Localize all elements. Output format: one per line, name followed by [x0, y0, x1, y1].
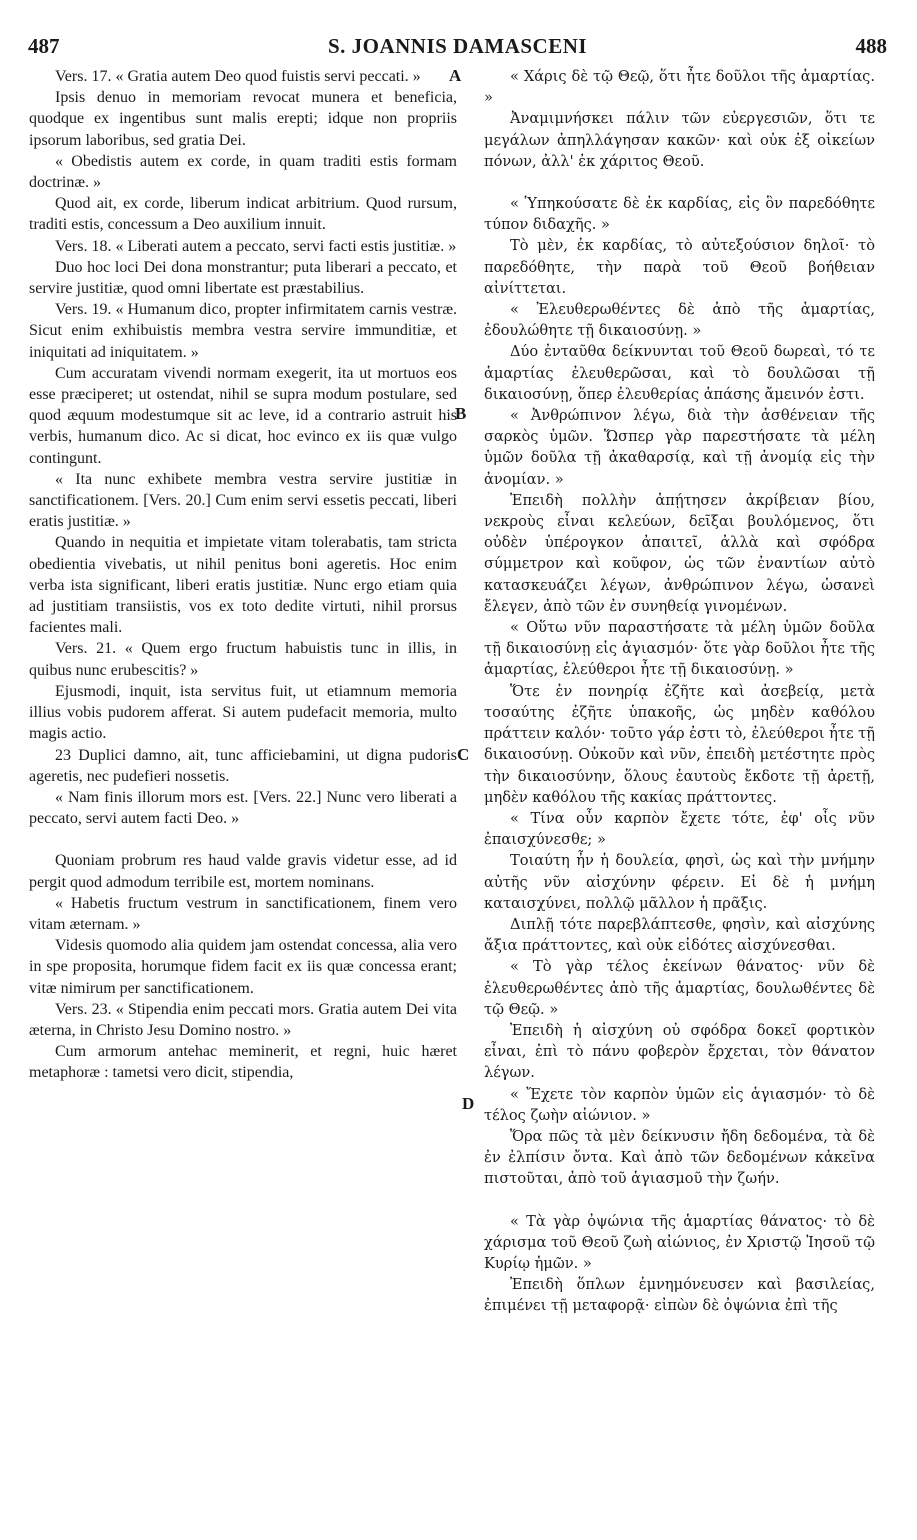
latin-quote: « Nam finis illorum mors est. [Vers. 22.] Nunc vero liberati a peccato, servi autem facti Deo. » — [29, 788, 457, 828]
latin-paragraph: Videsis quomodo alia quidem jam ostendat concessa, alia vero in spe proposita, horumque fidem facit ex iis quæ concessa erant; vitæ nimirum per sanctificationem. — [29, 937, 457, 997]
right-page-number: 488 — [855, 34, 887, 58]
greek-paragraph: Ὅρα πῶς τὰ μὲν δείκνυσιν ἤδη δεδομένα, τὰ δὲ ἐν ἐλπίσιν ὄντα. Καὶ ἀπὸ τῶν δεδομένων κἀκεῖνα πιστοῦται, ἀπὸ τοῦ ἁγιασμοῦ τὴν ζωήν. — [484, 1127, 875, 1188]
latin-verse-18: Vers. 18. « Liberati autem a peccato, servi facti estis justitiæ. » — [55, 237, 457, 255]
greek-paragraph: Ὅτε ἐν πονηρίᾳ ἐζῆτε καὶ ἀσεβείᾳ, μετὰ τοσαύτης ἐζῆτε ὑπακοῆς, ὡς μηδὲν καθόλου πράττειν καλόν· τοῦτο γάρ ἐστι τὸ, ἐλεύθεροι ἦτε τῇ δικαιοσύνῃ. Οὐκοῦν καὶ νῦν, ἐπειδὴ μετέστητε πρὸς τὴν δικαιοσύνην, ὅλους ἑαυτοὺς ἔκδοτε τῇ ἀρετῇ, μηδὲν καθόλου τῆς κακίας πράττοντες. — [484, 682, 875, 806]
latin-paragraph: Quando in nequitia et impietate vitam tolerabatis, tam stricta obedientia vivebatis, ut nihil penitus boni ageretis. Hoc enim verba ista significant, liberi eratis justitiæ. Nunc ergo etiam quia ad justitiam transiistis, vos ex toto dedite virtuti, nihil prorsus facientes mali. — [29, 534, 457, 637]
greek-quote: « Χάρις δὲ τῷ Θεῷ, ὅτι ἦτε δοῦλοι τῆς ἁμαρτίας. » — [484, 68, 875, 107]
latin-quote: « Habetis fructum vestrum in sanctificationem, finem vero vitam æternam. » — [29, 894, 457, 933]
greek-quote: « Οὕτω νῦν παραστήσατε τὰ μέλη ὑμῶν δοῦλα τῇ δικαιοσύνῃ εἰς ἁγιασμόν· ὅτε γὰρ δοῦλοι ἦτε τῆς ἁμαρτίας, ἐλεύθεροι ἦτε τῇ δικαιοσύνῃ. » — [484, 619, 875, 679]
latin-paragraph-23: 23 Duplici damno, ait, tunc afficiebamini, ut digna pudoris ageretis, nec pudefieri nossetis. — [29, 746, 457, 785]
latin-paragraph: Quoniam probrum res haud valde gravis videtur esse, ad id pergit quod admodum terribile est, mortem nominans. — [29, 852, 457, 891]
greek-paragraph: Ἐπειδὴ ὅπλων ἐμνημόνευσεν καὶ βασιλείας, ἐπιμένει τῇ μεταφορᾷ· εἰπὼν δὲ ὀψώνια ἐπὶ τῆς — [484, 1276, 875, 1315]
latin-quote: « Obedistis autem ex corde, in quam traditi estis formam doctrinæ. » — [29, 152, 457, 192]
greek-paragraph: Ἐπειδὴ πολλὴν ἀπῄτησεν ἀκρίβειαν βίου, νεκροὺς εἶναι κελεύων, δεῖξαι βουλόμενος, ὅτι οὐδὲν ὑπέρογκον ἀπαιτεῖ, ἀλλὰ καὶ σφόδρα σύμμετρον καὶ κοῦφον, ὡς τῶν ἐναντίων αὐτὸ κατασκευάζει λέγων, ἀνθρώπινον λέγω, ὡσανεὶ ἔλεγεν, ἀπὸ τῶν ἐν συνηθείᾳ γινομένων. — [484, 491, 875, 615]
greek-quote: « Ἀνθρώπινον λέγω, διὰ τὴν ἀσθένειαν τῆς σαρκὸς ὑμῶν. Ὥσπερ γὰρ παρεστήσατε τὰ μέλη ὑμῶν δοῦλα τῇ ἀκαθαρσίᾳ, καὶ τῇ ἀνομίᾳ εἰς τὴν ἀνομίαν. » — [484, 407, 875, 488]
greek-paragraph: Τοιαύτη ἦν ἡ δουλεία, φησὶ, ὡς καὶ τὴν μνήμην αὐτῆς νῦν αἰσχύνην φέρειν. Εἰ δὲ ἡ μνήμη καταισχύνει, πολλῷ μᾶλλον ἡ πρᾶξις. — [484, 852, 875, 912]
latin-verse-21: Vers. 21. « Quem ergo fructum habuistis tunc in illis, in quibus nunc erubescitis? » — [29, 640, 457, 679]
page-header — [28, 18, 887, 58]
greek-paragraph: Διπλῇ τότε παρεβλάπτεσθε, φησὶν, καὶ αἰσχύνης ἄξια πράττοντες, καὶ οὐκ εἰδότες αἰσχύνεσθαι. — [484, 915, 875, 955]
latin-paragraph: Ejusmodi, inquit, ista servitus fuit, ut etiamnum memoria illius vobis pudorem afferat. Si autem pudefacit memoria, multo magis actio. — [29, 682, 457, 743]
greek-paragraph: Ἀναμιμνήσκει πάλιν τῶν εὐεργεσιῶν, ὅτι τε μεγάλων ἀπηλλάγησαν κακῶν· καὶ οὐκ ἐξ οἰκείων πόνων, ἀλλ' ἐκ χάριτος Θεοῦ. — [484, 110, 875, 170]
latin-paragraph: Quod ait, ex corde, liberum indicat arbitrium. Quod rursum, traditi estis, concessum a Deo auxilium innuit. — [29, 195, 457, 234]
latin-quote: « Ita nunc exhibete membra vestra servire justitiæ in sanctificationem. [Vers. 20.] Cum enim servi essetis peccati, liberi eratis justitiæ. » — [29, 470, 457, 531]
left-page-number: 487 — [28, 34, 60, 58]
section-marker-d: D — [462, 1094, 475, 1113]
spacer — [484, 1190, 875, 1211]
latin-paragraph: Duo hoc loci Dei dona monstrantur; puta liberari a peccato, et servire justitiæ, quod omni libertate est præstabilius. — [29, 258, 457, 298]
greek-quote: « Τίνα οὖν καρπὸν ἔχετε τότε, ἐφ' οἷς νῦν ἐπαισχύνεσθε; » — [484, 809, 875, 849]
spacer — [484, 172, 875, 193]
running-title: S. JOANNIS DAMASCENI — [327, 34, 588, 58]
latin-verse-19: Vers. 19. « Humanum dico, propter infirmitatem carnis vestræ. Sicut enim exhibuistis membra vestra servire immunditiæ, et iniquitati ad iniquitatem. » — [29, 301, 457, 361]
greek-quote: « Ὑπηκούσατε δὲ ἐκ καρδίας, εἰς ὃν παρεδόθητε τύπον διδαχῆς. » — [484, 195, 875, 234]
latin-column — [29, 66, 457, 1084]
section-marker-b: B — [455, 404, 467, 423]
greek-column — [484, 66, 875, 1317]
greek-quote: « Τὸ γὰρ τέλος ἐκείνων θάνατος· νῦν δὲ ἐλευθερωθέντες ἀπὸ τῆς ἁμαρτίας, δουλωθέντες δὲ τῷ Θεῷ. » — [484, 958, 875, 1018]
greek-paragraph: Τὸ μὲν, ἐκ καρδίας, τὸ αὐτεξούσιον δηλοῖ· τὸ παρεδόθητε, τὴν παρὰ τοῦ Θεοῦ βοήθειαν αἰνίττεται. — [484, 237, 875, 297]
latin-paragraph: Cum armorum antehac meminerit, et regni, huic hæret metaphoræ : tametsi vero dicit, stipendia, — [29, 1043, 457, 1082]
greek-quote: « Ἐλευθερωθέντες δὲ ἀπὸ τῆς ἁμαρτίας, ἐδουλώθητε τῇ δικαιοσύνῃ. » — [484, 301, 875, 340]
greek-quote: « Ἔχετε τὸν καρπὸν ὑμῶν εἰς ἁγιασμόν· τὸ δὲ τέλος ζωὴν αἰώνιον. » — [484, 1085, 875, 1124]
latin-paragraph: Ipsis denuo in memoriam revocat munera et beneficia, quodque ex ingentibus sunt malis erepti; idque non propriis ipsorum laboribus, sed gratia Dei. — [29, 89, 457, 149]
section-marker-a: A — [449, 66, 462, 85]
greek-paragraph: Ἐπειδὴ ἡ αἰσχύνη οὐ σφόδρα δοκεῖ φορτικὸν εἶναι, ἐπὶ τὸ πάνυ φοβερὸν ἔρχεται, τὸν θάνατον λέγων. — [484, 1021, 875, 1082]
latin-paragraph: Cum accuratam vivendi normam exegerit, ita ut mortuos eos esse præciperet; ut ostendat, nihil se supra modum postulare, sed quod æquum modestumque sit ac leve, id a contrario astruit his verbis, humanum dico. Ac si dicat, hoc evinco ex iis quæ vulgo contingunt. — [29, 364, 457, 467]
latin-verse-23: Vers. 23. « Stipendia enim peccati mors. Gratia autem Dei vita æterna, in Christo Jesu Domino nostro. » — [29, 1000, 457, 1039]
greek-paragraph: Δύο ἐνταῦθα δείκνυνται τοῦ Θεοῦ δωρεαὶ, τό τε ἁμαρτίας ἐλευθερῶσαι, καὶ τὸ δουλῶσαι τῇ δικαιοσύνῃ, ὅπερ ἐλευθερίας ἁπάσης ἄμεινόν ἐστι. — [484, 343, 875, 403]
latin-verse-17: Vers. 17. « Gratia autem Deo quod fuistis servi peccati. » — [55, 68, 421, 85]
spacer — [29, 829, 457, 850]
greek-quote: « Τὰ γὰρ ὀψώνια τῆς ἁμαρτίας θάνατος· τὸ δὲ χάρισμα τοῦ Θεοῦ ζωὴ αἰώνιος, ἐν Χριστῷ Ἰησοῦ τῷ Κυρίῳ ἡμῶν. » — [484, 1212, 875, 1272]
section-marker-c: C — [457, 745, 470, 764]
